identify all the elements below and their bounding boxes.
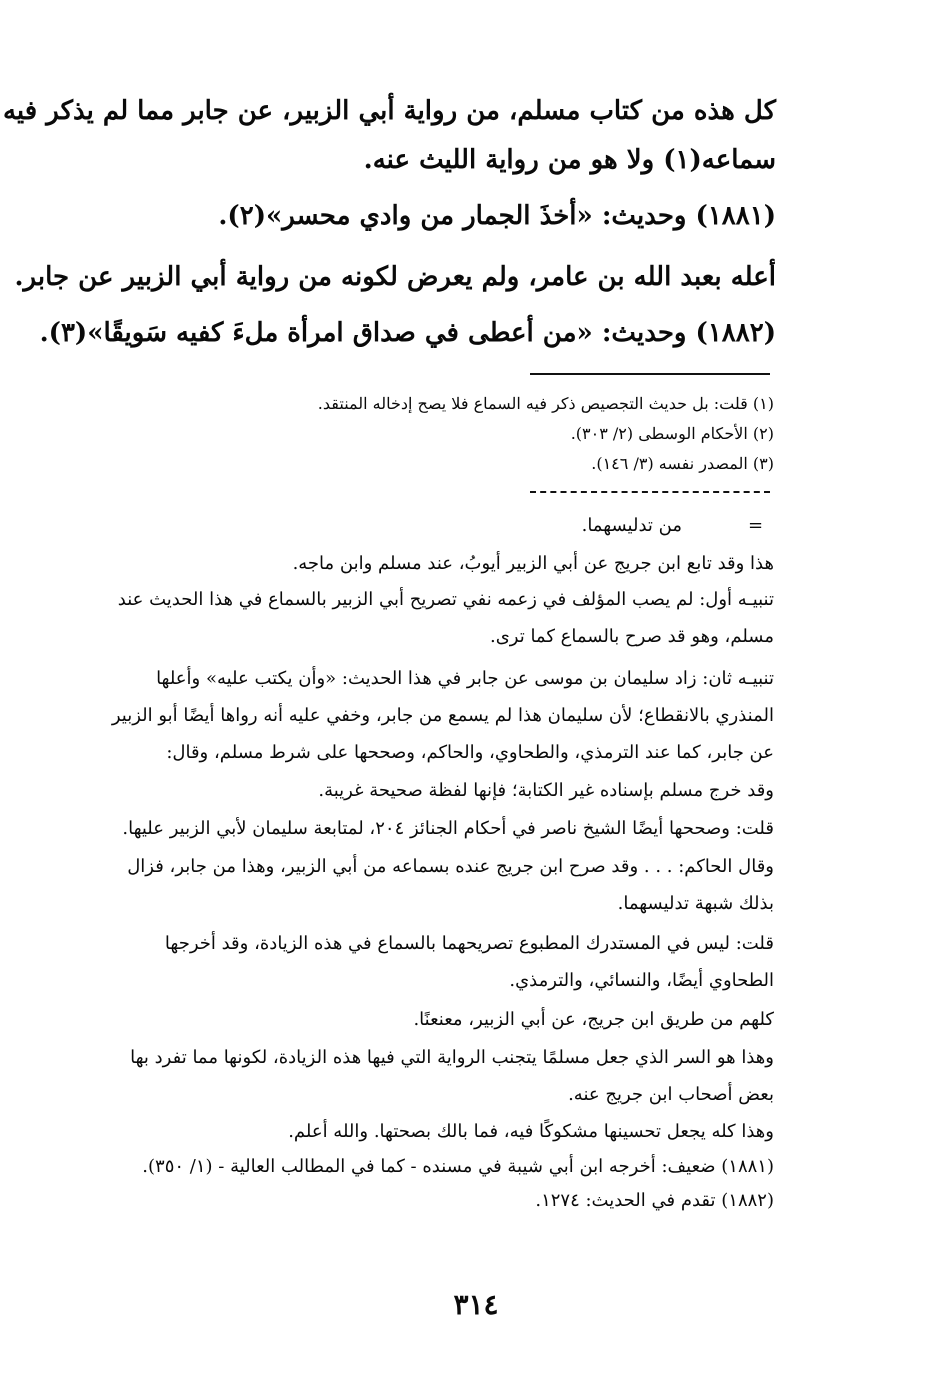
main-text-line: سماعه(١) ولا هو من رواية الليث عنه. [363,145,776,175]
main-text-line: أعله بعبد الله بن عامر، ولم يعرض لكونه من رواية أبي الزبير عن جابر. [14,262,776,292]
hadith-heading-1881: (١٨٨١) وحديث: «أخذَ الجمار من وادي محسر»(٢). [218,201,776,231]
main-text-line: كل هذه من كتاب مسلم، من رواية أبي الزبير، عن جابر مما لم يذكر فيه [2,96,776,126]
footnote-3: (٣) المصدر نفسه (٣/ ١٤٦). [591,454,774,473]
note-line: كلهم من طريق ابن جريج، عن أبي الزبير، معنعنًا. [413,1009,774,1030]
continuation-mark: = [748,515,764,536]
note-line: بعض أصحاب ابن جريج عنه. [568,1084,774,1105]
note-line: من تدليسهما. [581,515,682,536]
page-number: ٣١٤ [453,1288,499,1321]
note-line: وقد خرج مسلم بإسناده غير الكتابة؛ فإنها لفظة صحيحة غريبة. [318,780,774,801]
note-line: تنبيـه أول: لم يصب المؤلف في زعمه نفي تصريح أبي الزبير بالسماع في هذا الحديث عند [117,589,774,610]
note-line: عن جابر، كما عند الترمذي، والطحاوي، والحاكم، وصححها على شرط مسلم، وقال: [166,742,774,763]
note-line: هذا وقد تابع ابن جريج عن أبي الزبير أيوبُ، عند مسلم وابن ماجه. [292,553,774,574]
note-line: بذلك شبهة تدليسهما. [617,893,774,914]
note-line: الطحاوي أيضًا، والنسائي، والترمذي. [509,970,774,991]
note-line: وهذا كله يجعل تحسينها مشكوكًا فيه، فما بالك بصحتها. والله أعلم. [288,1121,774,1142]
note-line: وقال الحاكم: . . . وقد صرح ابن جريج عنده بسماعه من أبي الزبير، وهذا من جابر، فزال [127,856,774,877]
note-line: المنذري بالانقطاع؛ لأن سليمان هذا لم يسمع من جابر، وخفي عليه أنه رواها أيضًا أبو الزبير [111,705,774,726]
note-line: وهذا هو السر الذي جعل مسلمًا يتجنب الرواية التي فيها هذه الزيادة، لكونها مما تفرد بها [130,1047,774,1068]
footnote-2: (٢) الأحكام الوسطى (٢/ ٣٠٣). [570,424,774,443]
hadith-heading-1882: (١٨٨٢) وحديث: «من أعطى في صداق امرأة ملءَ كفيه سَويقًا»(٣). [39,318,776,348]
note-line: مسلم، وهو قد صرح بالسماع كما ترى. [489,626,774,647]
note-line: قلت: ليس في المستدرك المطبوع تصريحهما بالسماع في هذه الزيادة، وقد أخرجها [164,933,774,954]
grading-note-1881: (١٨٨١) ضعيف: أخرجه ابن أبي شيبة في مسنده - كما في المطالب العالية - (١/ ٣٥٠). [142,1156,774,1177]
grading-note-1882: (١٨٨٢) تقدم في الحديث: ١٢٧٤. [535,1190,774,1211]
footnote-separator [530,373,770,375]
notes-separator [530,491,770,493]
footnote-1: (١) قلت: بل حديث التجصيص ذكر فيه السماع فلا يصح إدخاله المنتقد. [317,394,774,413]
note-line: تنبيـه ثان: زاد سليمان بن موسى عن جابر في هذا الحديث: «وأن يكتب عليه» وأعلها [156,668,774,689]
note-line: قلت: وصححها أيضًا الشيخ ناصر في أحكام الجنائز ٢٠٤، لمتابعة سليمان لأبي الزبير عليها. [122,818,774,839]
